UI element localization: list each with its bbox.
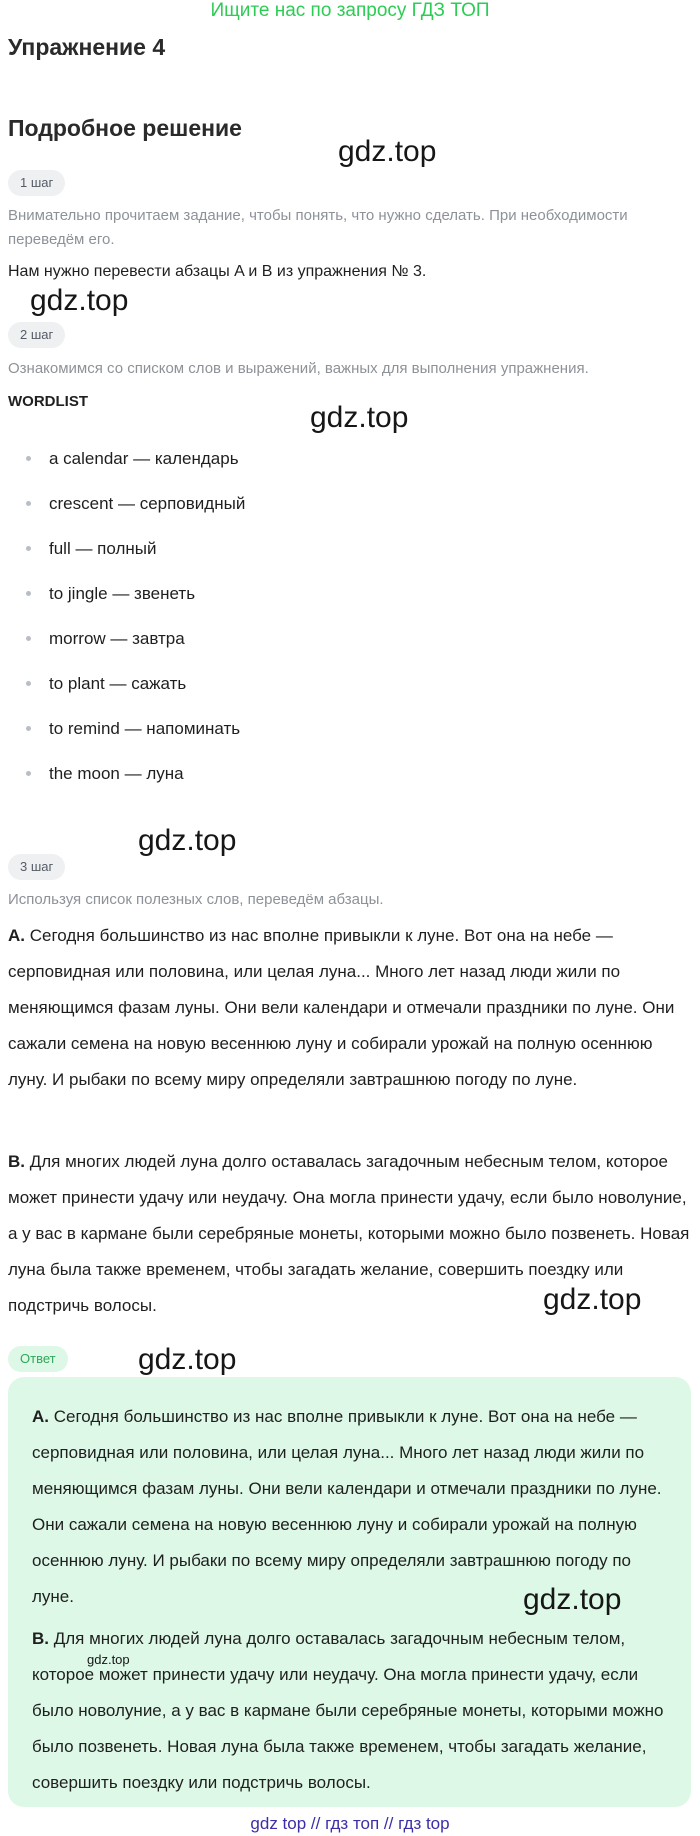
step-1-text: Нам нужно перевести абзацы A и B из упражнения № 3. xyxy=(8,263,427,280)
word-entry: morrow — завтра xyxy=(49,629,185,648)
step-3-hint: Используя список полезных слов, переведём абзацы. xyxy=(8,891,384,908)
wordlist-title: WORDLIST xyxy=(8,393,88,410)
step-1-hint: Внимательно прочитаем задание, чтобы понять, что нужно сделать. При необходимости переведём его. xyxy=(8,207,628,248)
answer-paragraph-b-text: Для многих людей луна долго оставалась загадочным небесным телом, которое может принести удачу или неудачу. Она могла принести удачу, если было новолуние, а у вас в кармане были серебряные монеты, которыми можно было позвенеть. Новая луна была также временем, чтобы загадать желание, совершить поездку или подстричь волосы. xyxy=(32,1629,664,1792)
bullet-icon xyxy=(26,456,31,461)
watermark: gdz.top xyxy=(310,401,409,434)
answer-paragraph-b xyxy=(32,1621,672,1801)
list-item xyxy=(0,571,400,616)
watermark: gdz.top xyxy=(523,1583,622,1616)
bullet-icon xyxy=(26,771,31,776)
list-item xyxy=(0,706,400,751)
list-item xyxy=(0,661,400,706)
answer-badge: Ответ xyxy=(8,1346,68,1372)
step-2-badge: 2 шаг xyxy=(8,322,65,348)
paragraph-b-text: Для многих людей луна долго оставалась загадочным небесным телом, которое может принести удачу или неудачу. Она могла принести удачу, если было новолуние, а у вас в кармане были серебряные монеты, которыми можно было позвенеть. Новая луна была также временем, чтобы загадать желание, совершить поездку или подстричь волосы. xyxy=(8,1152,690,1315)
list-item xyxy=(0,481,400,526)
word-entry: full — полный xyxy=(49,539,157,558)
watermark-small: gdz.top xyxy=(87,1652,130,1667)
footer-links[interactable]: gdz top // гдз топ // гдз top xyxy=(250,1814,450,1833)
watermark: gdz.top xyxy=(543,1283,642,1316)
answer-paragraph-b-label: B. xyxy=(32,1629,49,1648)
watermark: gdz.top xyxy=(338,135,437,168)
exercise-title: Упражнение 4 xyxy=(8,34,166,60)
answer-paragraph-a-label: A. xyxy=(32,1407,49,1426)
solution-title: Подробное решение xyxy=(8,115,242,141)
list-item xyxy=(0,751,400,796)
top-banner[interactable]: Ищите нас по запросу ГДЗ ТОП xyxy=(210,0,490,21)
bullet-icon xyxy=(26,636,31,641)
paragraph-a-label: A. xyxy=(8,926,25,945)
paragraph-a-text: Сегодня большинство из нас вполне привыкли к луне. Вот она на небе — серповидная или половина, или целая луна... Много лет назад люди жили по меняющимся фазам луны. Они вели календари и отмечали праздники по луне. Они сажали семена на новую весеннюю луну и собирали урожай на полную осеннюю луну. И рыбаки по всему миру определяли завтрашнюю погоду по луне. xyxy=(8,926,675,1089)
step-2-hint: Ознакомимся со списком слов и выражений, важных для выполнения упражнения. xyxy=(8,360,589,377)
paragraph-a xyxy=(8,918,692,1098)
watermark: gdz.top xyxy=(30,284,129,317)
watermark: gdz.top xyxy=(138,1343,237,1376)
bullet-icon xyxy=(26,726,31,731)
list-item xyxy=(0,436,400,481)
paragraph-b-label: B. xyxy=(8,1152,25,1171)
word-entry: a calendar — календарь xyxy=(49,449,239,468)
step-3-badge: 3 шаг xyxy=(8,854,65,880)
step-1-badge: 1 шаг xyxy=(8,170,65,196)
wordlist xyxy=(0,436,400,796)
watermark: gdz.top xyxy=(138,824,237,857)
list-item xyxy=(0,526,400,571)
word-entry: to plant — сажать xyxy=(49,674,187,693)
answer-paragraph-a-text: Сегодня большинство из нас вполне привыкли к луне. Вот она на небе — серповидная или половина, или целая луна... Много лет назад люди жили по меняющимся фазам луны. Они вели календари и отмечали праздники по луне. Они сажали семена на новую весеннюю луну и собирали урожай на полную осеннюю луну. И рыбаки по всему миру определяли завтрашнюю погоду по луне. xyxy=(32,1407,662,1606)
bullet-icon xyxy=(26,591,31,596)
bullet-icon xyxy=(26,501,31,506)
word-entry: to jingle — звенеть xyxy=(49,584,196,603)
word-entry: the moon — луна xyxy=(49,764,184,783)
list-item xyxy=(0,616,400,661)
word-entry: to remind — напоминать xyxy=(49,719,241,738)
bullet-icon xyxy=(26,546,31,551)
bullet-icon xyxy=(26,681,31,686)
word-entry: crescent — серповидный xyxy=(49,494,246,513)
